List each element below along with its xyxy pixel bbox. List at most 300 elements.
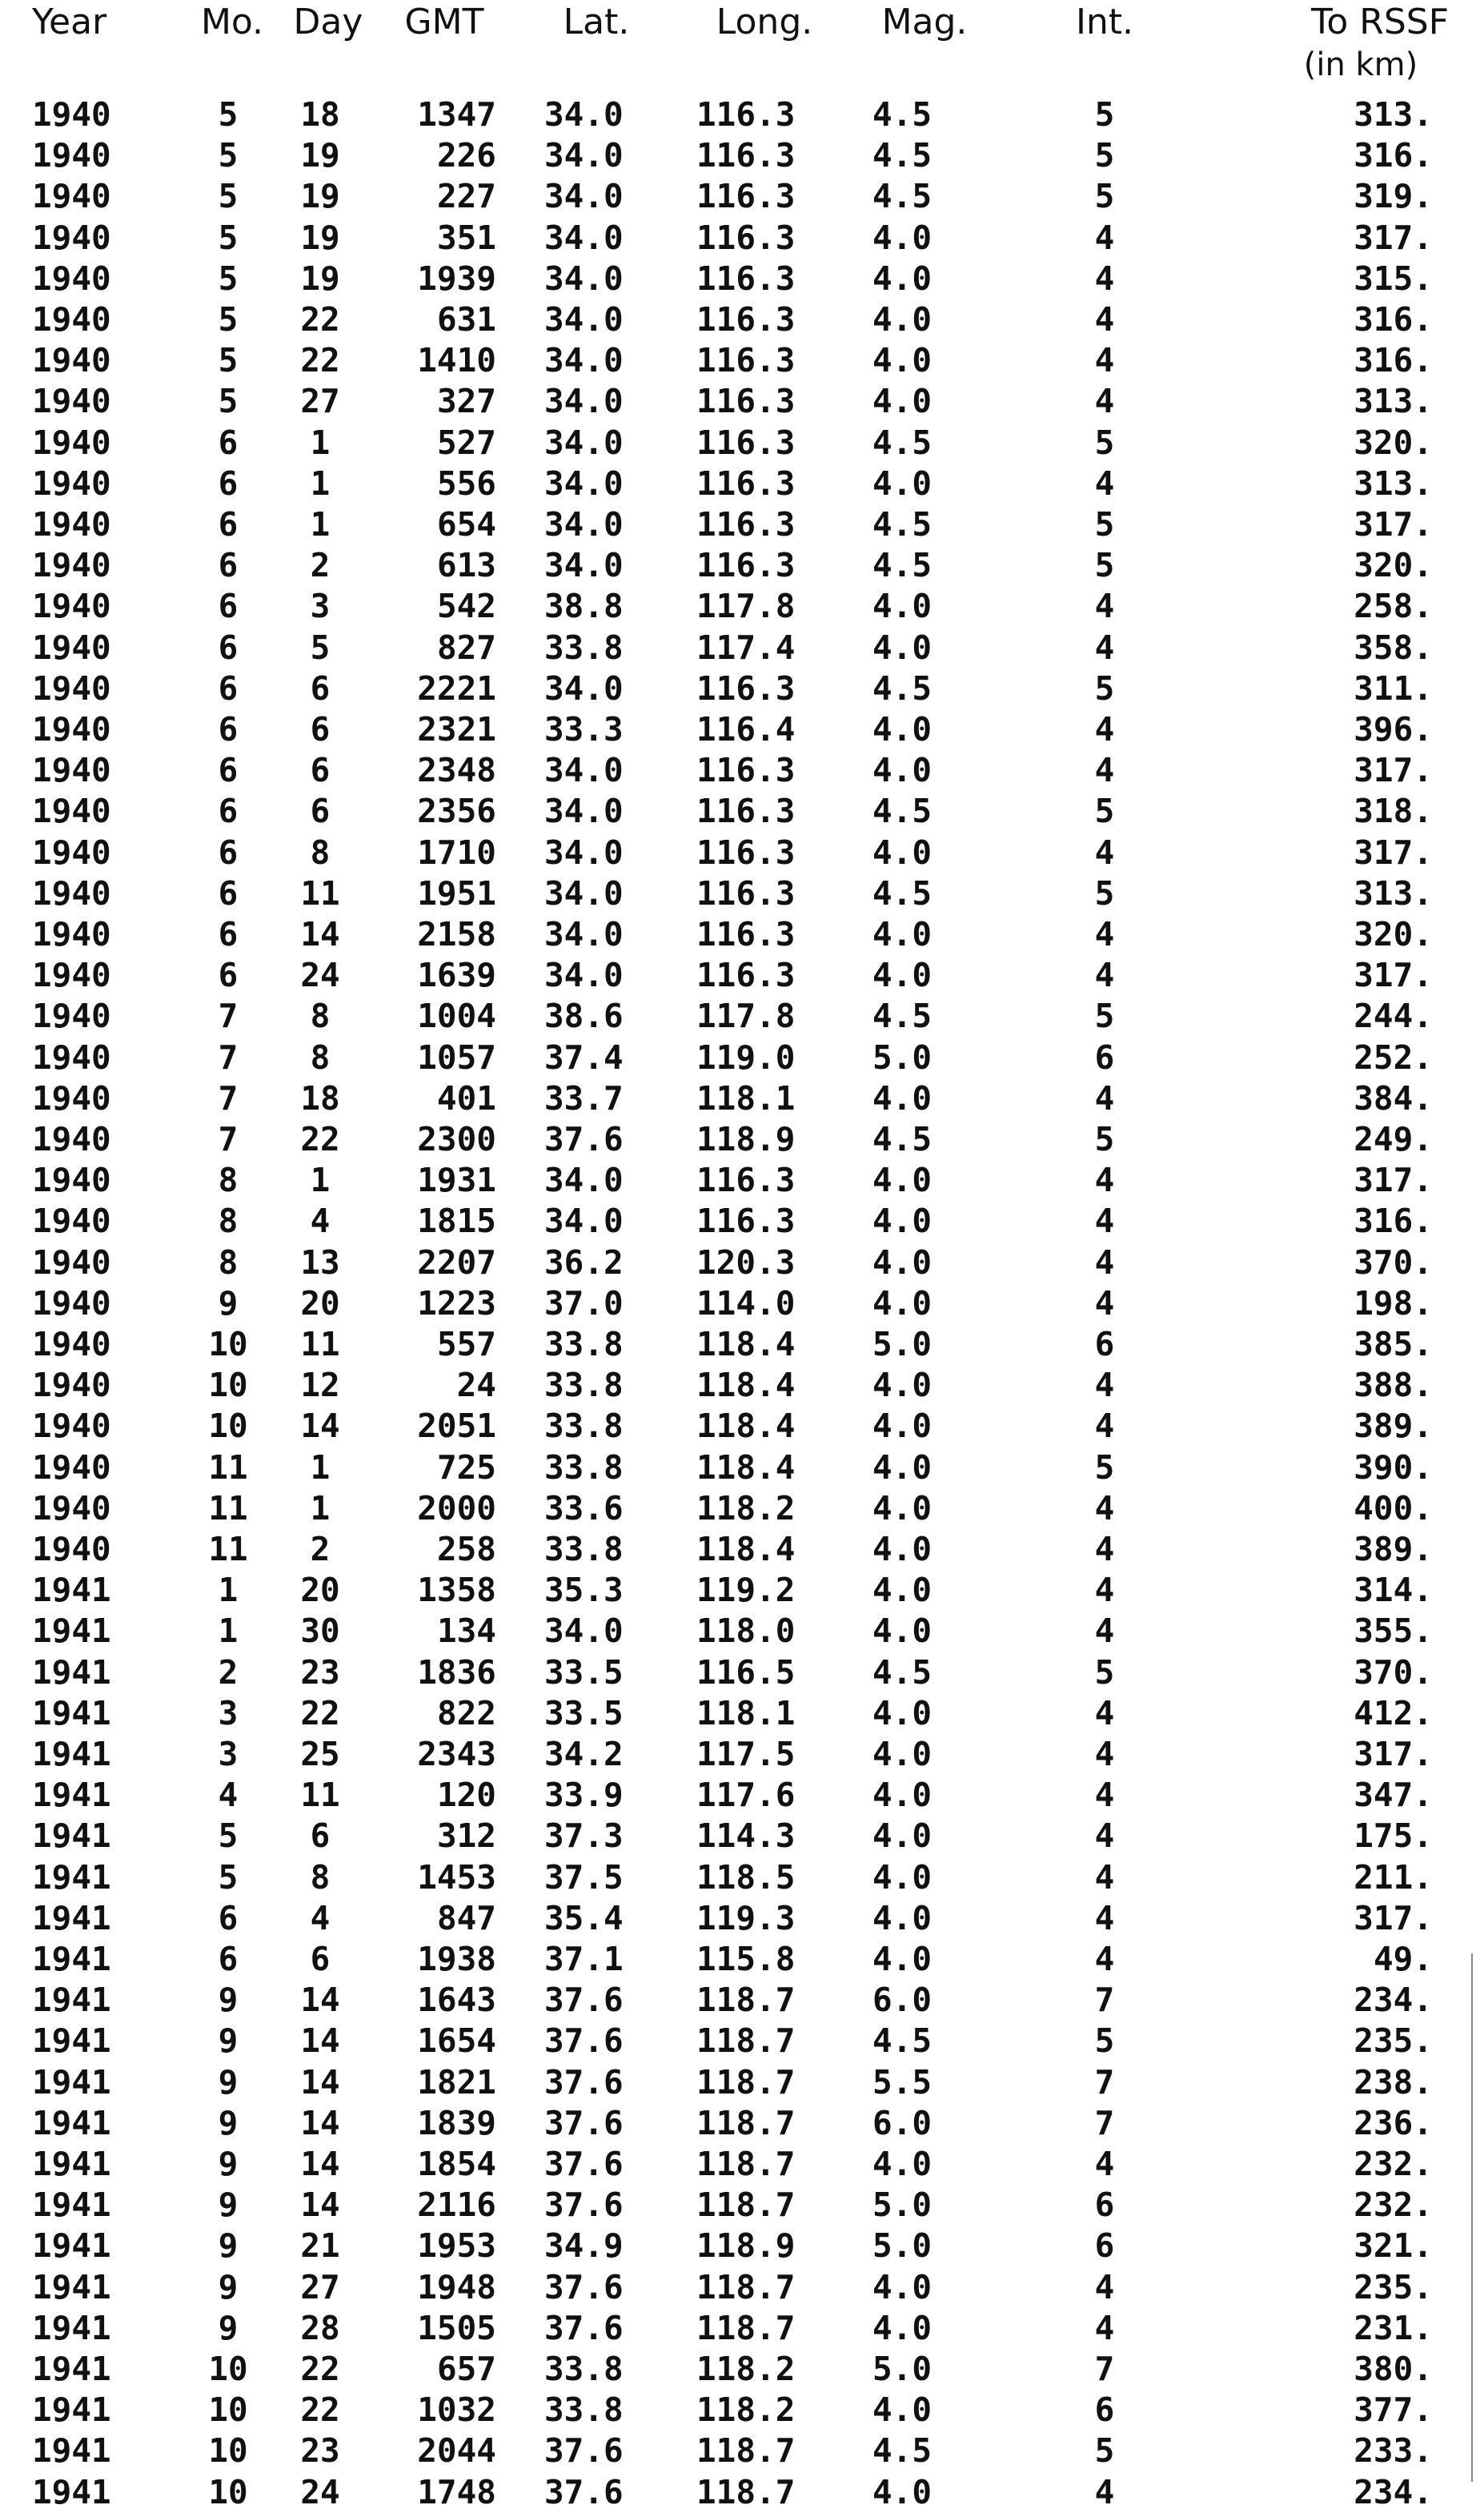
header-int: Int. <box>1075 2 1134 42</box>
cell-year: 1941 <box>32 2308 111 2347</box>
cell-day: 22 <box>300 2350 340 2388</box>
table-row <box>0 1734 1484 1775</box>
header-distance-unit: (in km) <box>1303 46 1418 83</box>
cell-long: 116.3 <box>696 218 796 257</box>
cell-lat: 34.0 <box>544 218 624 257</box>
cell-month: 6 <box>218 873 239 913</box>
cell-int: 4 <box>1094 751 1115 790</box>
cell-year: 1941 <box>32 2267 111 2306</box>
cell-month: 5 <box>218 300 239 339</box>
cell-long: 118.7 <box>696 2021 796 2061</box>
cell-long: 116.4 <box>696 710 796 749</box>
table-row <box>0 259 1484 299</box>
table-row <box>0 94 1484 135</box>
cell-gmt: 657 <box>436 2350 496 2388</box>
header-day: Day <box>293 2 363 42</box>
cell-lat: 37.6 <box>544 2431 624 2471</box>
cell-distance: 388. <box>1354 1366 1433 1405</box>
cell-lat: 37.4 <box>544 1038 624 1077</box>
table-row <box>0 750 1484 791</box>
cell-month: 1 <box>218 1571 239 1610</box>
cell-int: 5 <box>1094 177 1115 216</box>
cell-int: 4 <box>1094 1407 1115 1446</box>
cell-int: 6 <box>1094 2391 1115 2430</box>
cell-gmt: 1358 <box>417 1571 496 1610</box>
cell-gmt: 2207 <box>417 1242 496 1282</box>
cell-month: 7 <box>218 1078 239 1118</box>
cell-gmt: 1815 <box>417 1202 496 1241</box>
cell-day: 14 <box>300 1407 340 1446</box>
cell-mag: 6.0 <box>872 2103 933 2142</box>
cell-int: 4 <box>1094 1242 1115 1282</box>
cell-lat: 34.0 <box>544 95 624 134</box>
table-row <box>0 218 1484 259</box>
cell-year: 1940 <box>32 751 111 790</box>
cell-year: 1940 <box>32 997 111 1036</box>
cell-gmt: 2221 <box>417 668 496 708</box>
cell-lat: 33.6 <box>544 1488 624 1527</box>
cell-month: 8 <box>218 1242 239 1282</box>
cell-long: 116.5 <box>696 1652 796 1692</box>
cell-month: 7 <box>218 997 239 1036</box>
table-row <box>0 873 1484 914</box>
cell-long: 116.3 <box>696 915 796 953</box>
cell-gmt: 226 <box>436 136 496 175</box>
cell-day: 24 <box>300 2472 340 2511</box>
cell-month: 11 <box>208 1447 248 1487</box>
cell-lat: 37.1 <box>544 1940 624 1978</box>
table-row <box>0 1816 1484 1857</box>
cell-year: 1940 <box>32 1120 111 1158</box>
cell-lat: 33.8 <box>544 2391 624 2430</box>
table-row <box>0 1570 1484 1611</box>
cell-int: 5 <box>1094 668 1115 708</box>
cell-mag: 4.0 <box>872 1776 933 1815</box>
table-row <box>0 955 1484 996</box>
cell-mag: 4.0 <box>872 751 933 790</box>
cell-distance: 355. <box>1354 1612 1433 1651</box>
cell-distance: 317. <box>1354 833 1433 872</box>
cell-month: 3 <box>218 1693 239 1732</box>
cell-distance: 358. <box>1354 628 1433 667</box>
cell-year: 1941 <box>32 2103 111 2142</box>
table-row <box>0 2103 1484 2144</box>
cell-mag: 4.5 <box>872 997 933 1036</box>
cell-distance: 313. <box>1354 464 1433 503</box>
cell-gmt: 2116 <box>417 2186 496 2225</box>
cell-int: 5 <box>1094 1120 1115 1158</box>
cell-day: 8 <box>310 833 331 872</box>
table-row <box>0 340 1484 381</box>
cell-month: 1 <box>218 1612 239 1651</box>
cell-day: 1 <box>310 1161 331 1200</box>
cell-month: 5 <box>218 259 239 298</box>
cell-day: 2 <box>310 1530 331 1568</box>
table-row <box>0 2144 1484 2185</box>
cell-int: 4 <box>1094 1612 1115 1651</box>
cell-day: 14 <box>300 1981 340 2020</box>
cell-long: 118.4 <box>696 1530 796 1568</box>
cell-year: 1940 <box>32 300 111 339</box>
cell-distance: 320. <box>1354 915 1433 953</box>
cell-int: 7 <box>1094 2350 1115 2388</box>
cell-distance: 377. <box>1354 2391 1433 2430</box>
cell-gmt: 2158 <box>417 915 496 953</box>
cell-mag: 4.0 <box>872 1735 933 1773</box>
cell-distance: 389. <box>1354 1530 1433 1568</box>
cell-int: 6 <box>1094 2186 1115 2225</box>
cell-gmt: 1410 <box>417 341 496 380</box>
cell-gmt: 2000 <box>417 1488 496 1527</box>
cell-long: 118.2 <box>696 2391 796 2430</box>
table-row <box>0 2390 1484 2431</box>
cell-lat: 33.9 <box>544 1776 624 1815</box>
header-mag: Mag. <box>881 2 968 42</box>
cell-gmt: 2343 <box>417 1735 496 1773</box>
cell-long: 118.4 <box>696 1407 796 1446</box>
cell-month: 6 <box>218 915 239 953</box>
cell-lat: 37.6 <box>544 2267 624 2306</box>
cell-distance: 314. <box>1354 1571 1433 1610</box>
cell-lat: 34.0 <box>544 546 624 585</box>
cell-year: 1941 <box>32 1898 111 1937</box>
cell-long: 116.3 <box>696 792 796 831</box>
cell-year: 1941 <box>32 1981 111 2020</box>
cell-mag: 4.0 <box>872 1817 933 1856</box>
cell-lat: 34.0 <box>544 341 624 380</box>
table-row <box>0 628 1484 668</box>
cell-month: 6 <box>218 628 239 667</box>
cell-int: 4 <box>1094 1898 1115 1937</box>
cell-mag: 4.0 <box>872 1571 933 1610</box>
cell-int: 4 <box>1094 1078 1115 1118</box>
cell-gmt: 556 <box>436 464 496 503</box>
cell-mag: 4.5 <box>872 546 933 585</box>
cell-month: 5 <box>218 95 239 134</box>
table-row <box>0 1775 1484 1816</box>
table-row <box>0 1406 1484 1447</box>
table-row <box>0 668 1484 709</box>
cell-distance: 49. <box>1373 1940 1433 1978</box>
cell-int: 4 <box>1094 1857 1115 1897</box>
table-row <box>0 1857 1484 1898</box>
table-row <box>0 423 1484 464</box>
cell-year: 1940 <box>32 218 111 257</box>
cell-int: 4 <box>1094 1571 1115 1610</box>
cell-mag: 4.0 <box>872 300 933 339</box>
cell-gmt: 527 <box>436 423 496 462</box>
cell-month: 9 <box>218 2103 239 2142</box>
cell-int: 4 <box>1094 1488 1115 1527</box>
cell-int: 5 <box>1094 997 1115 1036</box>
cell-day: 6 <box>310 710 331 749</box>
cell-year: 1941 <box>32 1735 111 1773</box>
cell-long: 116.3 <box>696 95 796 134</box>
cell-year: 1941 <box>32 2021 111 2061</box>
cell-lat: 37.6 <box>544 1120 624 1158</box>
cell-month: 5 <box>218 382 239 421</box>
cell-int: 5 <box>1094 2431 1115 2471</box>
cell-month: 6 <box>218 1898 239 1937</box>
cell-lat: 37.6 <box>544 1981 624 2020</box>
cell-distance: 370. <box>1354 1242 1433 1282</box>
cell-lat: 34.0 <box>544 136 624 175</box>
cell-mag: 4.0 <box>872 1161 933 1200</box>
cell-distance: 319. <box>1354 177 1433 216</box>
cell-lat: 33.7 <box>544 1078 624 1118</box>
cell-year: 1940 <box>32 464 111 503</box>
table-row <box>0 1119 1484 1160</box>
cell-month: 10 <box>208 1366 248 1405</box>
cell-lat: 37.6 <box>544 2021 624 2061</box>
cell-long: 118.4 <box>696 1366 796 1405</box>
cell-gmt: 1505 <box>417 2308 496 2347</box>
cell-distance: 316. <box>1354 341 1433 380</box>
cell-gmt: 2321 <box>417 710 496 749</box>
cell-mag: 4.5 <box>872 1652 933 1692</box>
cell-distance: 317. <box>1354 1735 1433 1773</box>
cell-gmt: 822 <box>436 1693 496 1732</box>
cell-mag: 4.5 <box>872 2021 933 2061</box>
cell-distance: 317. <box>1354 1898 1433 1937</box>
table-row <box>0 1201 1484 1242</box>
cell-day: 21 <box>300 2226 340 2266</box>
cell-lat: 33.8 <box>544 1530 624 1568</box>
cell-lat: 33.8 <box>544 1407 624 1446</box>
cell-int: 4 <box>1094 2472 1115 2511</box>
cell-long: 118.4 <box>696 1447 796 1487</box>
cell-distance: 400. <box>1354 1488 1433 1527</box>
cell-mag: 5.0 <box>872 2226 933 2266</box>
cell-distance: 321. <box>1354 2226 1433 2266</box>
cell-month: 9 <box>218 2226 239 2266</box>
cell-day: 28 <box>300 2308 340 2347</box>
cell-long: 116.3 <box>696 341 796 380</box>
cell-month: 4 <box>218 1776 239 1815</box>
cell-int: 5 <box>1094 1652 1115 1692</box>
cell-gmt: 725 <box>436 1447 496 1487</box>
cell-year: 1941 <box>32 1776 111 1815</box>
table-row <box>0 2431 1484 2471</box>
table-row <box>0 176 1484 217</box>
cell-year: 1941 <box>32 2472 111 2511</box>
cell-gmt: 847 <box>436 1898 496 1937</box>
cell-month: 6 <box>218 956 239 995</box>
cell-day: 14 <box>300 2062 340 2102</box>
cell-long: 118.7 <box>696 2186 796 2225</box>
cell-long: 118.7 <box>696 2308 796 2347</box>
cell-mag: 4.0 <box>872 1488 933 1527</box>
cell-int: 4 <box>1094 1202 1115 1241</box>
cell-lat: 34.0 <box>544 1202 624 1241</box>
cell-long: 118.7 <box>696 2472 796 2511</box>
cell-month: 5 <box>218 1817 239 1856</box>
cell-lat: 33.3 <box>544 710 624 749</box>
cell-distance: 318. <box>1354 792 1433 831</box>
cell-lat: 33.8 <box>544 1325 624 1363</box>
cell-distance: 317. <box>1354 751 1433 790</box>
cell-long: 116.3 <box>696 1202 796 1241</box>
cell-mag: 4.0 <box>872 1242 933 1282</box>
cell-mag: 4.5 <box>872 2431 933 2471</box>
cell-int: 4 <box>1094 341 1115 380</box>
cell-long: 116.3 <box>696 751 796 790</box>
cell-year: 1940 <box>32 136 111 175</box>
cell-mag: 4.0 <box>872 1078 933 1118</box>
scan-edge-line <box>1471 1953 1473 2482</box>
cell-month: 6 <box>218 505 239 544</box>
cell-day: 13 <box>300 1242 340 1282</box>
cell-day: 22 <box>300 1120 340 1158</box>
cell-mag: 5.0 <box>872 1038 933 1077</box>
cell-year: 1940 <box>32 423 111 462</box>
cell-year: 1941 <box>32 2431 111 2471</box>
header-year: Year <box>32 2 107 42</box>
cell-gmt: 258 <box>436 1530 496 1568</box>
cell-year: 1940 <box>32 341 111 380</box>
cell-day: 14 <box>300 2186 340 2225</box>
cell-month: 7 <box>218 1038 239 1077</box>
cell-gmt: 1938 <box>417 1940 496 1978</box>
cell-mag: 5.0 <box>872 2350 933 2388</box>
cell-year: 1941 <box>32 2391 111 2430</box>
cell-long: 117.8 <box>696 587 796 626</box>
cell-distance: 320. <box>1354 423 1433 462</box>
header-month: Mo. <box>200 2 264 42</box>
cell-mag: 4.5 <box>872 95 933 134</box>
cell-distance: 315. <box>1354 259 1433 298</box>
table-row <box>0 545 1484 586</box>
cell-long: 116.3 <box>696 423 796 462</box>
cell-distance: 317. <box>1354 1161 1433 1200</box>
cell-day: 19 <box>300 136 340 175</box>
cell-year: 1940 <box>32 1078 111 1118</box>
cell-int: 5 <box>1094 2021 1115 2061</box>
cell-long: 118.0 <box>696 1612 796 1651</box>
cell-mag: 4.0 <box>872 1202 933 1241</box>
cell-distance: 412. <box>1354 1693 1433 1732</box>
cell-lat: 34.0 <box>544 668 624 708</box>
cell-int: 4 <box>1094 382 1115 421</box>
cell-lat: 34.0 <box>544 751 624 790</box>
cell-distance: 238. <box>1354 2062 1433 2102</box>
cell-year: 1941 <box>32 1612 111 1651</box>
cell-day: 18 <box>300 95 340 134</box>
cell-day: 25 <box>300 1735 340 1773</box>
cell-lat: 33.8 <box>544 628 624 667</box>
cell-gmt: 227 <box>436 177 496 216</box>
cell-year: 1940 <box>32 915 111 953</box>
cell-day: 2 <box>310 546 331 585</box>
cell-long: 118.1 <box>696 1693 796 1732</box>
cell-lat: 34.0 <box>544 464 624 503</box>
cell-year: 1941 <box>32 1857 111 1897</box>
cell-gmt: 1951 <box>417 873 496 913</box>
cell-month: 6 <box>218 833 239 872</box>
table-row <box>0 299 1484 340</box>
cell-day: 5 <box>310 628 331 667</box>
cell-int: 5 <box>1094 873 1115 913</box>
cell-lat: 34.0 <box>544 177 624 216</box>
table-row <box>0 1939 1484 1980</box>
cell-int: 5 <box>1094 136 1115 175</box>
cell-year: 1940 <box>32 1488 111 1527</box>
cell-distance: 211. <box>1354 1857 1433 1897</box>
cell-int: 4 <box>1094 628 1115 667</box>
cell-year: 1940 <box>32 833 111 872</box>
table-row <box>0 2062 1484 2103</box>
cell-mag: 4.5 <box>872 668 933 708</box>
cell-mag: 4.5 <box>872 873 933 913</box>
cell-long: 119.3 <box>696 1898 796 1937</box>
cell-long: 116.3 <box>696 833 796 872</box>
cell-mag: 4.5 <box>872 177 933 216</box>
cell-int: 4 <box>1094 2308 1115 2347</box>
cell-month: 9 <box>218 1283 239 1323</box>
cell-month: 5 <box>218 136 239 175</box>
cell-year: 1940 <box>32 710 111 749</box>
cell-distance: 370. <box>1354 1652 1433 1692</box>
cell-month: 10 <box>208 1407 248 1446</box>
cell-day: 20 <box>300 1571 340 1610</box>
cell-gmt: 2044 <box>417 2431 496 2471</box>
cell-gmt: 1839 <box>417 2103 496 2142</box>
cell-int: 4 <box>1094 1735 1115 1773</box>
cell-long: 117.6 <box>696 1776 796 1815</box>
cell-distance: 232. <box>1354 2145 1433 2183</box>
cell-year: 1941 <box>32 2062 111 2102</box>
cell-long: 116.3 <box>696 464 796 503</box>
cell-month: 10 <box>208 2391 248 2430</box>
table-row <box>0 2349 1484 2390</box>
cell-distance: 231. <box>1354 2308 1433 2347</box>
cell-long: 116.3 <box>696 873 796 913</box>
cell-int: 4 <box>1094 1693 1115 1732</box>
cell-int: 4 <box>1094 1776 1115 1815</box>
cell-month: 9 <box>218 2267 239 2306</box>
cell-gmt: 1643 <box>417 1981 496 2020</box>
table-row <box>0 2308 1484 2349</box>
cell-month: 5 <box>218 1857 239 1897</box>
cell-month: 10 <box>208 1325 248 1363</box>
cell-distance: 175. <box>1354 1817 1433 1856</box>
cell-lat: 34.9 <box>544 2226 624 2266</box>
table-row <box>0 2267 1484 2308</box>
cell-int: 4 <box>1094 1940 1115 1978</box>
cell-mag: 4.0 <box>872 2267 933 2306</box>
cell-mag: 4.0 <box>872 1898 933 1937</box>
cell-day: 22 <box>300 1693 340 1732</box>
cell-gmt: 1948 <box>417 2267 496 2306</box>
cell-mag: 4.5 <box>872 423 933 462</box>
cell-mag: 4.0 <box>872 218 933 257</box>
cell-lat: 37.6 <box>544 2062 624 2102</box>
cell-distance: 316. <box>1354 300 1433 339</box>
cell-int: 5 <box>1094 423 1115 462</box>
cell-year: 1940 <box>32 873 111 913</box>
cell-int: 4 <box>1094 218 1115 257</box>
cell-gmt: 120 <box>436 1776 496 1815</box>
cell-month: 6 <box>218 587 239 626</box>
cell-mag: 4.0 <box>872 1693 933 1732</box>
cell-lat: 37.0 <box>544 1283 624 1323</box>
cell-int: 4 <box>1094 300 1115 339</box>
cell-year: 1940 <box>32 1202 111 1241</box>
cell-lat: 38.6 <box>544 997 624 1036</box>
cell-day: 23 <box>300 2431 340 2471</box>
table-row <box>0 135 1484 176</box>
table-row <box>0 1652 1484 1693</box>
